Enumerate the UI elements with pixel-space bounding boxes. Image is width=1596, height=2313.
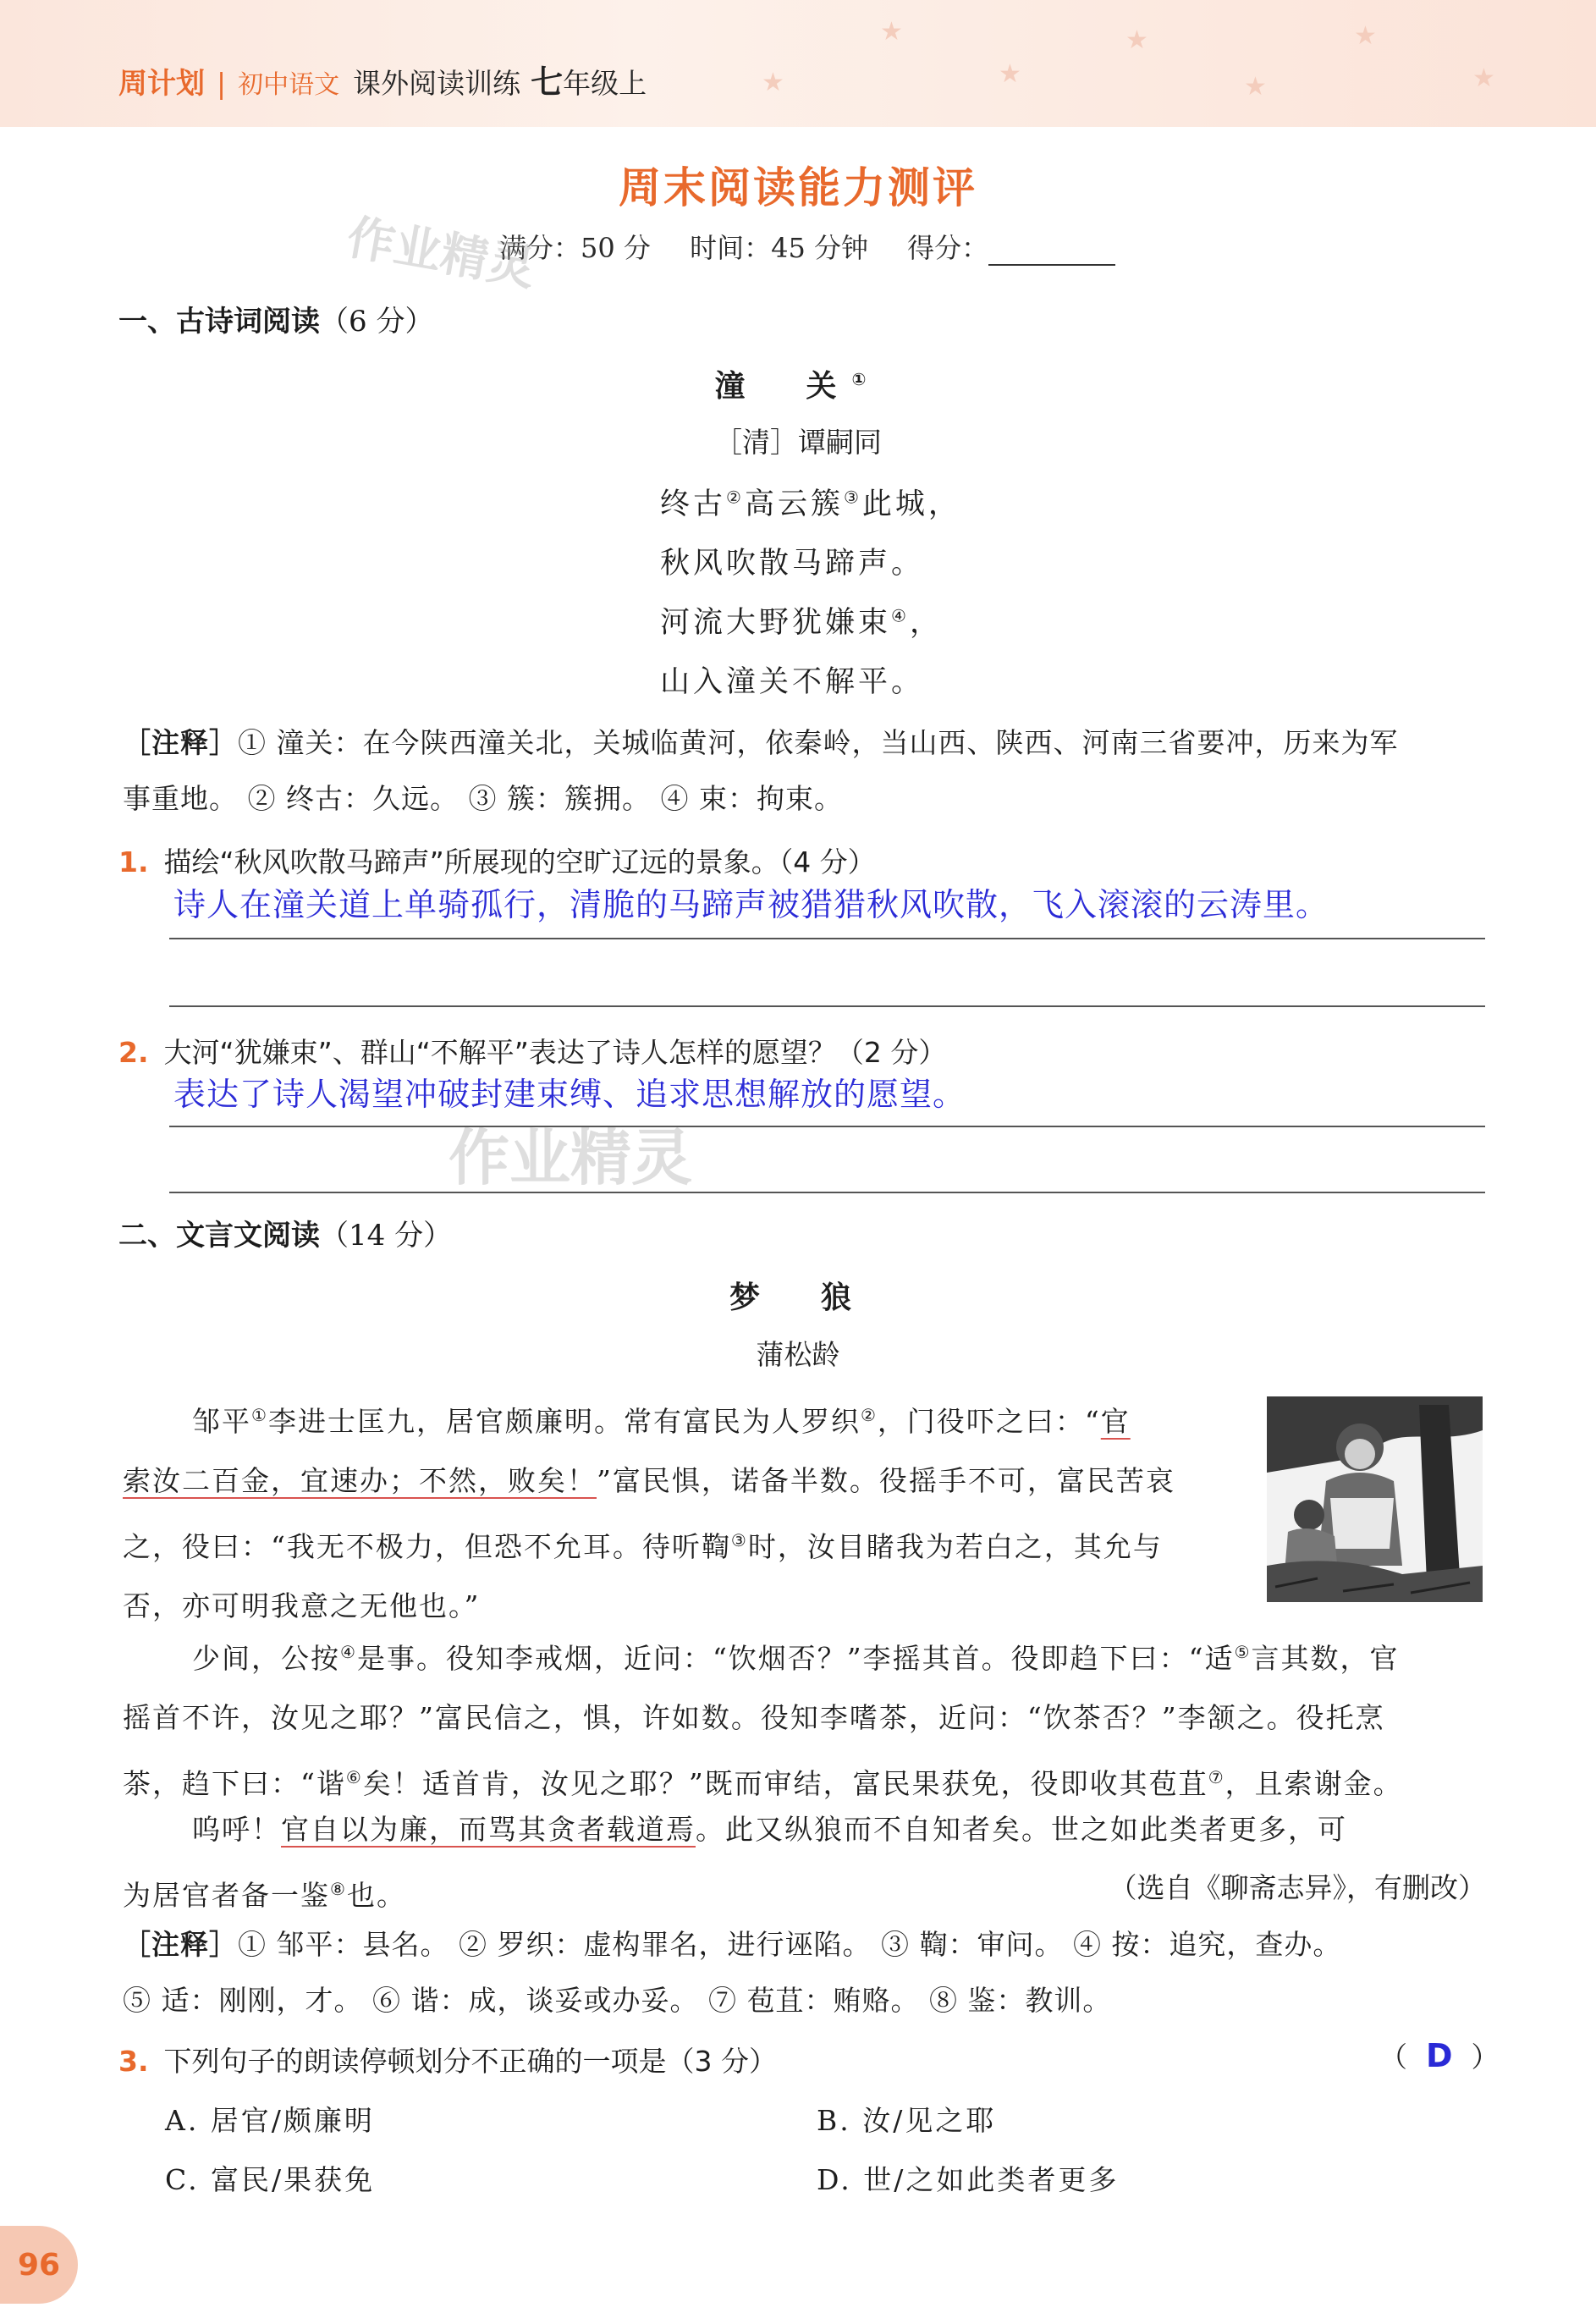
header-separator: |	[217, 67, 227, 100]
answer-3: D	[1426, 2037, 1453, 2074]
note-label: ［注释］	[123, 1928, 238, 1961]
poem-line: 河流大野犹嫌束④，	[660, 605, 943, 640]
poem-author: ［清］谭嗣同	[714, 426, 882, 459]
option-a[interactable]: A. 居官/颇廉明	[165, 2104, 375, 2137]
grade-label: 七年级上	[531, 63, 647, 101]
option-b[interactable]: B. 汝/见之耶	[817, 2104, 997, 2137]
annotation-block	[123, 715, 1494, 827]
question-3: 3. 下列句子的朗读停顿划分不正确的一项是（3 分）	[118, 2045, 777, 2078]
source-citation: （选自《聊斋志异》，有删改）	[1109, 1871, 1486, 1904]
annotation-block	[123, 1917, 1494, 2029]
page-title: 周末阅读能力测评	[619, 163, 977, 212]
full-score: 满分：50 分	[499, 232, 651, 264]
note-text: 事重地。 ② 终古：久远。 ③ 簇：簇拥。 ④ 束：拘束。	[123, 782, 843, 815]
score-blank[interactable]	[988, 237, 1115, 266]
star-decoration-icon: ★	[1472, 63, 1495, 93]
section-heading: 二、文言文阅读（14 分）	[118, 1219, 453, 1253]
star-decoration-icon: ★	[762, 68, 784, 97]
page-number: 96	[0, 2226, 78, 2304]
note-text: ⑤ 适：刚刚，才。 ⑥ 谐：成，谈妥或办妥。 ⑦ 苞苴：贿赂。 ⑧ 鉴：教训。	[123, 1984, 1112, 2017]
answer-1[interactable]: 诗人在潼关道上单骑孤行，清脆的马蹄声被猎猎秋风吹散，飞入滚滚的云涛里。	[173, 886, 1329, 923]
test-meta	[499, 227, 1146, 266]
answer-line	[169, 1005, 1485, 1007]
note-text: ① 邹平：县名。 ② 罗织：虚构罪名，进行诬陷。 ③ 鞫：审问。 ④ 按：追究，查办。	[238, 1928, 1342, 1961]
poem-line: 终古②高云簇③此城，	[660, 487, 961, 521]
question-1: 1. 描绘“秋风吹散马蹄声”所展现的空旷辽远的景象。（4 分）	[118, 845, 876, 878]
page-header	[118, 56, 647, 102]
watermark: 作业精灵	[343, 209, 540, 297]
star-decoration-icon: ★	[1354, 21, 1377, 51]
watermark: 作业精灵	[449, 1122, 693, 1193]
article-title: 梦 狼	[729, 1280, 867, 1315]
answer-line	[169, 1192, 1485, 1193]
score-label: 得分：	[907, 232, 989, 264]
note-label: ［注释］	[123, 726, 238, 759]
poem-line: 山入潼关不解平。	[660, 665, 925, 699]
article-paragraph-2: 少间，公按④是事。役知李戒烟，近问：“饮烟否？”李摇其首。役即趋下曰：“适⑤言其数，官 摇首不许，汝见之耶？”富民信之，惧，许如数。役知李嗜茶，近问：“饮茶否？”李颔之。役托烹 茶，趋下曰：“谐⑥矣！适首肯，汝见之耶？”既而审结，富民果获免，役即收其苞苴⑦，且索谢金。	[123, 1642, 1403, 1800]
star-decoration-icon: ★	[880, 17, 903, 47]
article-paragraph-1: 邹平①李进士匡九，居官颇廉明。常有富民为人罗织②，门役吓之曰：“官 索汝二百金，宜速办；不然，败矣！”富民惧，诺备半数。役摇手不可，富民苦哀 之，役曰：“我无不极力，但恐不允耳。待听鞫③时，汝目睹我为若白之，其允与 否，亦可明我意之无他也。”	[123, 1405, 1175, 1622]
article-paragraph-3: 呜呼！官自以为廉，而骂其贪者载道焉。此又纵狼而不自知者矣。世之如此类者更多，可 为居官者备一鉴⑧也。	[123, 1813, 1347, 1912]
series-label: 课外阅读训练	[353, 67, 521, 100]
section-heading: 一、古诗词阅读（6 分）	[118, 305, 434, 339]
answer-line	[169, 1126, 1485, 1127]
star-decoration-icon: ★	[999, 59, 1021, 89]
answer-2[interactable]: 表达了诗人渴望冲破封建束缚、追求思想解放的愿望。	[173, 1076, 966, 1113]
time-limit: 时间：45 分钟	[690, 232, 868, 264]
brand-name: 周计划	[118, 67, 205, 101]
article-author: 蒲松龄	[756, 1338, 840, 1371]
star-decoration-icon: ★	[1244, 72, 1267, 102]
answer-choice-box[interactable]: （ D ）	[1379, 2037, 1500, 2074]
answer-line	[169, 938, 1485, 939]
note-text: ① 潼关：在今陕西潼关北，关城临黄河，依秦岭，当山西、陕西、河南三省要冲，历来为军	[238, 726, 1399, 759]
star-decoration-icon: ★	[1125, 25, 1148, 55]
subject-label: 初中语文	[238, 70, 340, 100]
poem-line: 秋风吹散马蹄声。	[660, 547, 925, 581]
illustration-image	[1267, 1396, 1483, 1602]
option-c[interactable]: C. 富民/果获免	[165, 2163, 376, 2196]
poem-title: 潼 关①	[714, 369, 882, 404]
option-d[interactable]: D. 世/之如此类者更多	[817, 2163, 1120, 2196]
question-2: 2. 大河“犹嫌束”、群山“不解平”表达了诗人怎样的愿望？（2 分）	[118, 1036, 947, 1069]
